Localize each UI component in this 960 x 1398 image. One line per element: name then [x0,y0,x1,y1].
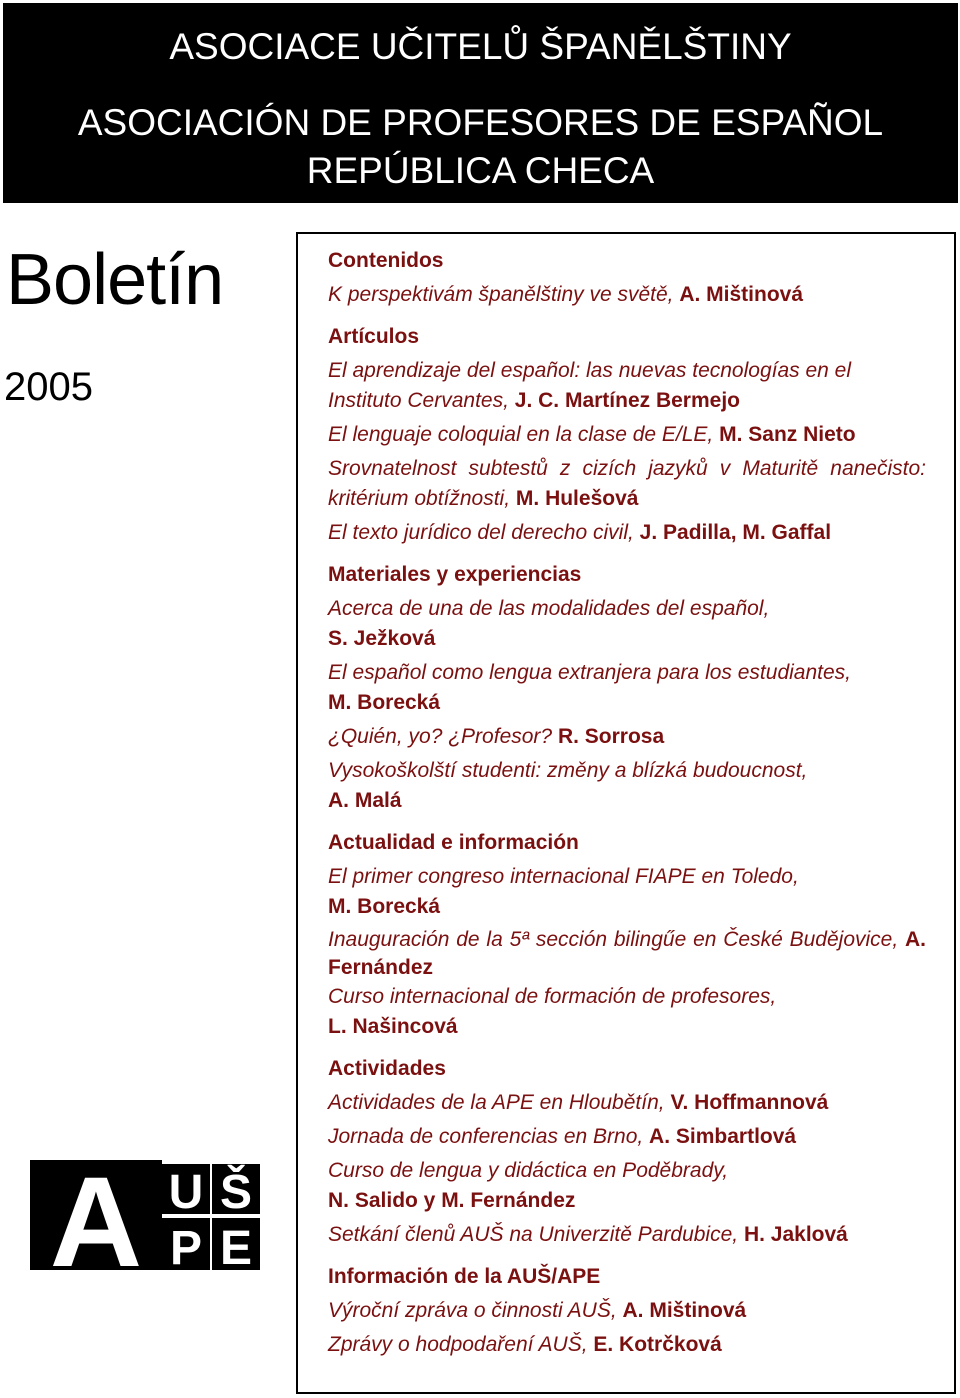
entry-author: A. Simbartlová [649,1125,797,1148]
toc-entry [328,280,926,310]
table-of-contents [296,232,956,1394]
entry-author: M. Sanz Nieto [719,423,856,446]
entry-author: S. Ježková [328,627,436,650]
entry-title: Výroční zpráva o činnosti AUŠ, [328,1299,623,1322]
toc-entry [328,1088,926,1118]
section-heading-articulos: Artículos [328,325,420,348]
entry-author: J. Padilla, M. Gaffal [639,521,832,544]
toc-entry [328,518,926,548]
masthead [3,3,958,203]
toc-entry [328,722,926,752]
bulletin-title: Boletín [6,240,224,320]
entry-author: R. Sorrosa [557,725,665,748]
toc-entry [328,356,926,416]
entry-author: A. Fernández [328,928,926,979]
aus-ape-logo [30,1160,260,1272]
toc-entry [328,1122,926,1152]
entry-author: N. Salido y M. Fernández [328,1189,576,1212]
entry-title: ¿Quién, yo? ¿Profesor? [328,725,558,748]
entry-title: K perspektivám španělštiny ve světě, [328,283,680,306]
entry-author: A. Mištinová [679,283,804,306]
entry-author: H. Jaklová [743,1223,848,1246]
logo-letter-u: U [168,1166,204,1219]
association-name-spanish: ASOCIACIÓN DE PROFESORES DE ESPAÑOL [77,102,884,143]
toc-entry [328,1296,926,1326]
toc-entry [328,862,926,922]
toc-entry [328,756,926,816]
entry-author: A. Malá [328,789,402,812]
entry-author: V. Hoffmannová [670,1091,829,1114]
entry-author: A. Mištinová [622,1299,747,1322]
entry-author: E. Kotrčková [593,1333,722,1356]
entry-title: Actividades de la APE en Hloubětín, [328,1091,671,1114]
bulletin-year: 2005 [4,365,93,409]
logo-letter-p: P [169,1222,203,1272]
entry-title: Setkání členů AUŠ na Univerzitě Pardubice, [328,1223,744,1246]
toc-entry [328,1330,926,1360]
toc-entry [328,1156,926,1216]
entry-title: Vysokoškolští studenti: změny a blízká budoucnost, [328,759,808,782]
entry-author: J. C. Martínez Bermejo [514,389,740,412]
toc-entry [328,658,926,718]
entry-author: M. Hulešová [515,487,639,510]
toc-entry [328,594,926,654]
logo-letter-e: E [219,1222,253,1272]
logo-letter-s: Š [219,1166,253,1219]
section-heading-actividades: Actividades [328,1057,446,1080]
section-heading-materiales: Materiales y experiencias [328,563,582,586]
entry-title: El primer congreso internacional FIAPE en Toledo, [328,865,799,888]
entry-author: L. Našincová [328,1015,458,1038]
toc-entry [328,1220,926,1250]
entry-title: Curso internacional de formación de profesores, [328,985,777,1008]
entry-title: Acerca de una de las modalidades del español, [328,597,770,620]
entry-title: El aprendizaje del español: las nuevas tecnologías en el Instituto Cervantes, [328,359,852,412]
section-heading-actualidad: Actualidad e información [328,831,579,854]
entry-title: Zprávy o hodpodaření AUŠ, [328,1333,594,1356]
entry-title: Curso de lengua y didáctica en Poděbrady, [328,1159,729,1182]
entry-title: Jornada de conferencias en Brno, [328,1125,650,1148]
entry-title: Inauguración de la 5ª sección bilingűe en České Budějovice, [328,928,905,951]
section-heading-informacion: Información de la AUŠ/APE [328,1265,601,1288]
association-name-czech: ASOCIACE UČITELŮ ŠPANĚLŠTINY [169,26,792,67]
toc-entry [328,454,926,514]
entry-author: M. Borecká [328,895,441,918]
toc-entry [328,982,926,1042]
toc-entry [328,926,926,982]
association-country: REPÚBLICA CHECA [306,150,655,191]
entry-title: El español como lengua extranjera para los estudiantes, [328,661,851,684]
section-heading-contenidos: Contenidos [328,249,444,272]
entry-title: El lenguaje coloquial en la clase de E/LE, [328,423,720,446]
entry-title: Srovnatelnost subtestů z cizích jazyků v Maturitě nanečisto: kritérium obtížnosti, [328,457,926,510]
toc-entry [328,420,926,450]
logo-letter-a: A [49,1160,143,1272]
entry-author: M. Borecká [328,691,441,714]
entry-title: El texto jurídico del derecho civil, [328,521,640,544]
